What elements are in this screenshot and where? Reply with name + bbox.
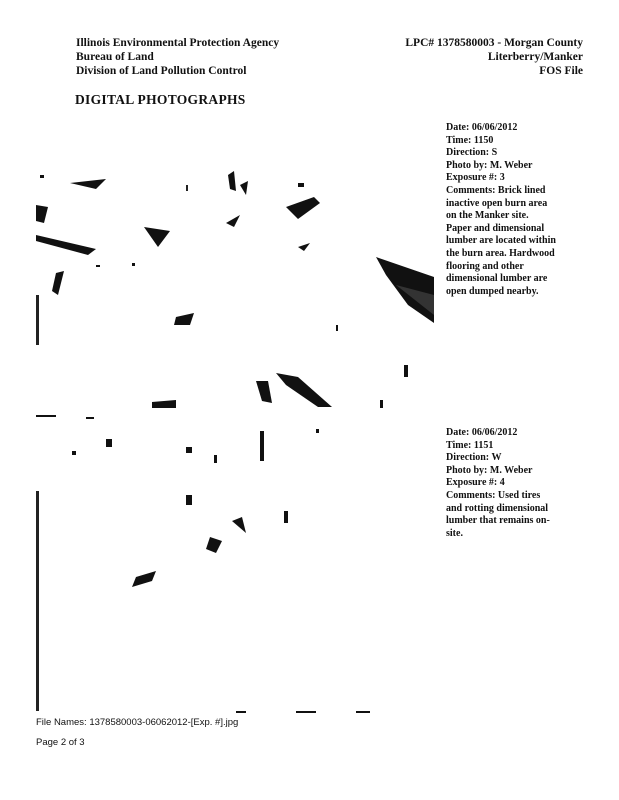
photo-2-direction: Direction: W (446, 452, 502, 464)
site-photo-1 (36, 145, 434, 408)
file-names-note: File Names: 1378580003-06062012-[Exp. #].jpg (36, 717, 239, 728)
photo-1-caption (446, 122, 586, 298)
photo-1-time: Time: 1150 (446, 134, 494, 146)
photo-1-comment-line: the burn area. Hardwood (446, 247, 555, 259)
photo-2-time: Time: 1151 (446, 439, 494, 451)
photo-1-comment-line: flooring and other (446, 260, 524, 272)
file-type: FOS File (539, 65, 583, 77)
photo-2-comment-line: and rotting dimensional (446, 502, 549, 514)
page-title: DIGITAL PHOTOGRAPHS (75, 92, 246, 107)
photo-1-direction: Direction: S (446, 147, 498, 159)
photo-2-exposure: Exposure #: 4 (446, 477, 505, 489)
page-number: Page 2 of 3 (36, 737, 85, 748)
site-name: Literberry/Manker (487, 51, 583, 63)
photo-1-comment-line: on the Manker site. (446, 210, 529, 222)
photo-2-date: Date: 06/06/2012 (446, 427, 518, 438)
division-name: Division of Land Pollution Control (76, 65, 247, 77)
site-photo-2 (36, 411, 434, 715)
photo-1-exposure: Exposure #: 3 (446, 172, 505, 184)
photo-2-comment-line: Comments: Used tires (446, 489, 541, 501)
photo-1-date: Date: 06/06/2012 (446, 122, 518, 133)
photo-1-comment-line: Paper and dimensional (446, 222, 545, 234)
photo-1-comment-line: lumber are located within (446, 235, 556, 247)
photo-2-photographer: Photo by: M. Weber (446, 464, 533, 476)
photo-1-comment-line: open dumped nearby. (446, 285, 539, 297)
photo-2-caption (446, 427, 586, 540)
photo-1-comment-line: inactive open burn area (446, 197, 548, 209)
photo-1-comment-line: Comments: Brick lined (446, 184, 546, 196)
photo-1-photographer: Photo by: M. Weber (446, 159, 533, 171)
bureau-name: Bureau of Land (76, 51, 154, 63)
agency-name: Illinois Environmental Protection Agency (76, 37, 280, 49)
site-id: LPC# 1378580003 - Morgan County (405, 37, 583, 49)
agency-header (76, 36, 279, 78)
photo-2-comment-line: site. (446, 527, 463, 539)
photo-2-comment-line: lumber that remains on- (446, 515, 550, 527)
site-header (405, 36, 583, 78)
photo-1-comment-line: dimensional lumber are (446, 273, 548, 285)
